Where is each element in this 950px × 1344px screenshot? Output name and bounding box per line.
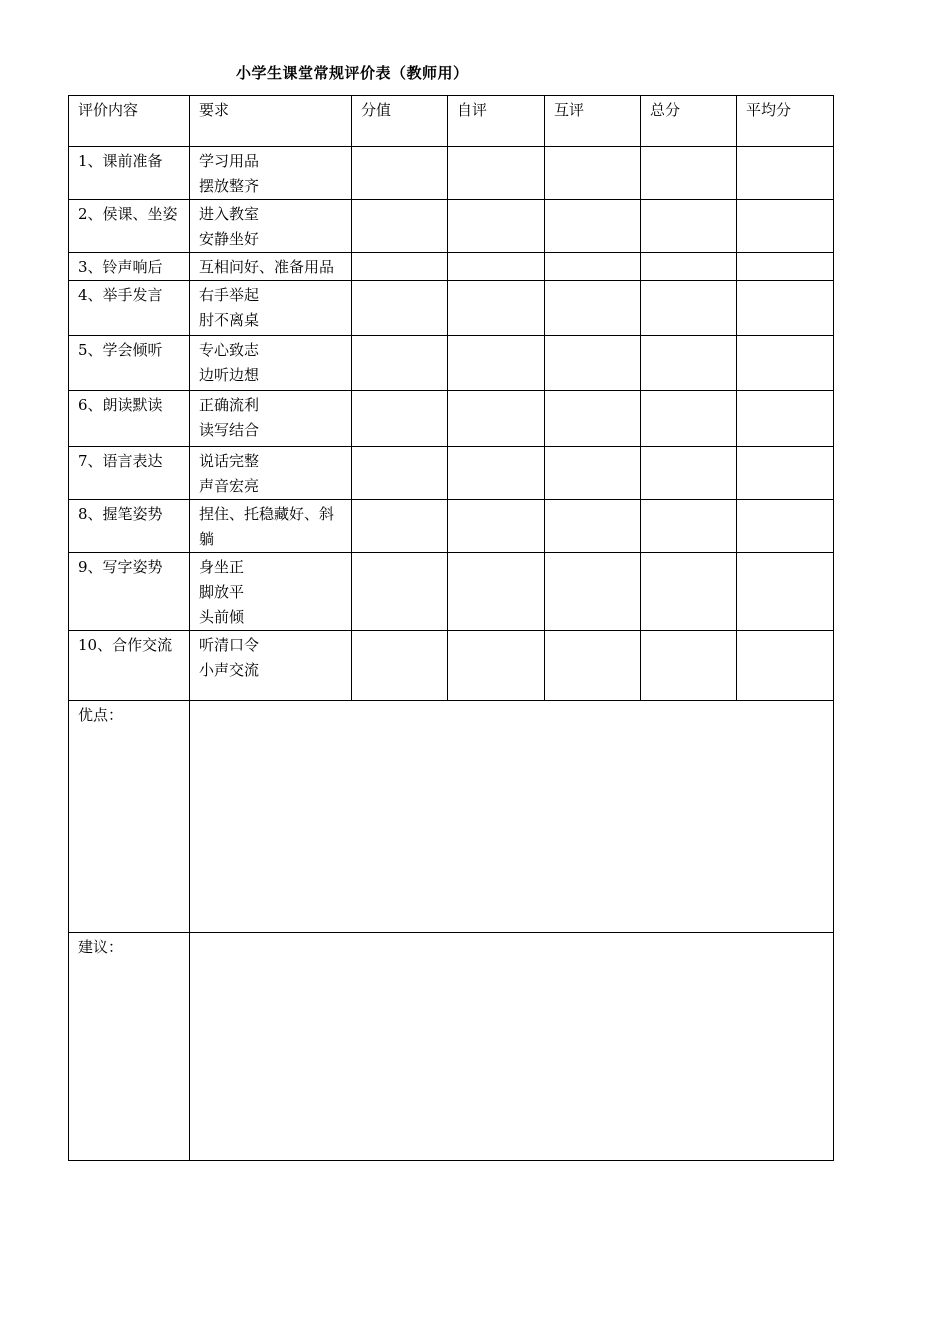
header-score: 分值 [352, 96, 448, 147]
header-requirement: 要求 [190, 96, 352, 147]
row-requirement [190, 200, 352, 253]
total-cell[interactable] [641, 253, 737, 281]
header-total: 总分 [641, 96, 737, 147]
peer-eval-cell[interactable] [545, 253, 641, 281]
requirement-line: 互相问好、准备用品 [199, 258, 335, 276]
peer-eval-cell[interactable] [545, 631, 641, 701]
row-requirement [190, 147, 352, 200]
average-cell[interactable] [737, 553, 834, 631]
average-cell[interactable] [737, 447, 834, 500]
header-peer-eval: 互评 [545, 96, 641, 147]
header-content: 评价内容 [69, 96, 190, 147]
average-cell[interactable] [737, 281, 834, 336]
peer-eval-cell[interactable] [545, 281, 641, 336]
score-cell[interactable] [352, 281, 448, 336]
score-cell[interactable] [352, 447, 448, 500]
strengths-row [69, 701, 834, 933]
requirement-line: 摆放整齐 [199, 177, 260, 195]
self-eval-cell[interactable] [448, 336, 545, 391]
self-eval-cell[interactable] [448, 281, 545, 336]
peer-eval-cell[interactable] [545, 391, 641, 447]
suggestions-input-area[interactable] [190, 933, 834, 1161]
self-eval-cell[interactable] [448, 447, 545, 500]
self-eval-cell[interactable] [448, 500, 545, 553]
row-content: 6、朗读默读 [69, 391, 190, 447]
table-row [69, 281, 834, 336]
suggestions-label: 建议： [69, 933, 190, 1161]
row-content: 1、课前准备 [69, 147, 190, 200]
row-requirement [190, 631, 352, 701]
requirement-line: 声音宏亮 [199, 477, 260, 495]
row-content: 7、语言表达 [69, 447, 190, 500]
peer-eval-cell[interactable] [545, 200, 641, 253]
requirement-line: 说话完整 [199, 452, 260, 470]
strengths-input-area[interactable] [190, 701, 834, 933]
row-requirement [190, 253, 352, 281]
average-cell[interactable] [737, 336, 834, 391]
suggestions-row [69, 933, 834, 1161]
header-row [69, 96, 834, 147]
table-row [69, 253, 834, 281]
row-requirement [190, 500, 352, 553]
total-cell[interactable] [641, 500, 737, 553]
average-cell[interactable] [737, 631, 834, 701]
requirement-line: 躺 [199, 530, 215, 548]
requirement-line: 安静坐好 [199, 230, 260, 248]
row-requirement [190, 281, 352, 336]
table-row [69, 147, 834, 200]
requirement-line: 专心致志 [199, 341, 260, 359]
score-cell[interactable] [352, 336, 448, 391]
total-cell[interactable] [641, 200, 737, 253]
score-cell[interactable] [352, 553, 448, 631]
table-row [69, 200, 834, 253]
requirement-line: 脚放平 [199, 583, 245, 601]
score-cell[interactable] [352, 391, 448, 447]
strengths-label: 优点： [69, 701, 190, 933]
table-row [69, 631, 834, 701]
self-eval-cell[interactable] [448, 391, 545, 447]
row-content: 5、学会倾听 [69, 336, 190, 391]
total-cell[interactable] [641, 391, 737, 447]
evaluation-table [68, 95, 834, 1161]
header-average: 平均分 [737, 96, 834, 147]
self-eval-cell[interactable] [448, 200, 545, 253]
score-cell[interactable] [352, 253, 448, 281]
total-cell[interactable] [641, 553, 737, 631]
row-requirement [190, 391, 352, 447]
header-self-eval: 自评 [448, 96, 545, 147]
requirement-line: 听清口令 [199, 636, 260, 654]
row-requirement [190, 553, 352, 631]
table-row [69, 447, 834, 500]
requirement-line: 头前倾 [199, 608, 245, 626]
average-cell[interactable] [737, 253, 834, 281]
row-content: 10、合作交流 [69, 631, 190, 701]
score-cell[interactable] [352, 200, 448, 253]
peer-eval-cell[interactable] [545, 147, 641, 200]
requirement-line: 读写结合 [199, 421, 260, 439]
total-cell[interactable] [641, 281, 737, 336]
total-cell[interactable] [641, 631, 737, 701]
average-cell[interactable] [737, 500, 834, 553]
row-requirement [190, 447, 352, 500]
peer-eval-cell[interactable] [545, 447, 641, 500]
score-cell[interactable] [352, 631, 448, 701]
peer-eval-cell[interactable] [545, 336, 641, 391]
total-cell[interactable] [641, 447, 737, 500]
row-content: 3、铃声响后 [69, 253, 190, 281]
row-content: 2、侯课、坐姿 [69, 200, 190, 253]
score-cell[interactable] [352, 147, 448, 200]
row-content: 9、写字姿势 [69, 553, 190, 631]
row-requirement [190, 336, 352, 391]
requirement-line: 正确流利 [199, 396, 260, 414]
total-cell[interactable] [641, 336, 737, 391]
peer-eval-cell[interactable] [545, 500, 641, 553]
total-cell[interactable] [641, 147, 737, 200]
row-content: 4、举手发言 [69, 281, 190, 336]
self-eval-cell[interactable] [448, 553, 545, 631]
self-eval-cell[interactable] [448, 147, 545, 200]
average-cell[interactable] [737, 200, 834, 253]
peer-eval-cell[interactable] [545, 553, 641, 631]
score-cell[interactable] [352, 500, 448, 553]
requirement-line: 身坐正 [199, 558, 245, 576]
requirement-line: 小声交流 [199, 661, 260, 679]
table-row [69, 500, 834, 553]
table-row [69, 336, 834, 391]
self-eval-cell[interactable] [448, 253, 545, 281]
row-content: 8、握笔姿势 [69, 500, 190, 553]
requirement-line: 边听边想 [199, 366, 260, 384]
requirement-line: 肘不离桌 [199, 311, 260, 329]
self-eval-cell[interactable] [448, 631, 545, 701]
average-cell[interactable] [737, 391, 834, 447]
requirement-line: 捏住、托稳藏好、斜 [199, 505, 335, 523]
page-title: 小学生课堂常规评价表（教师用） [236, 64, 469, 82]
requirement-line: 右手举起 [199, 286, 260, 304]
requirement-line: 学习用品 [199, 152, 260, 170]
table-row [69, 391, 834, 447]
average-cell[interactable] [737, 147, 834, 200]
table-row [69, 553, 834, 631]
requirement-line: 进入教室 [199, 205, 260, 223]
